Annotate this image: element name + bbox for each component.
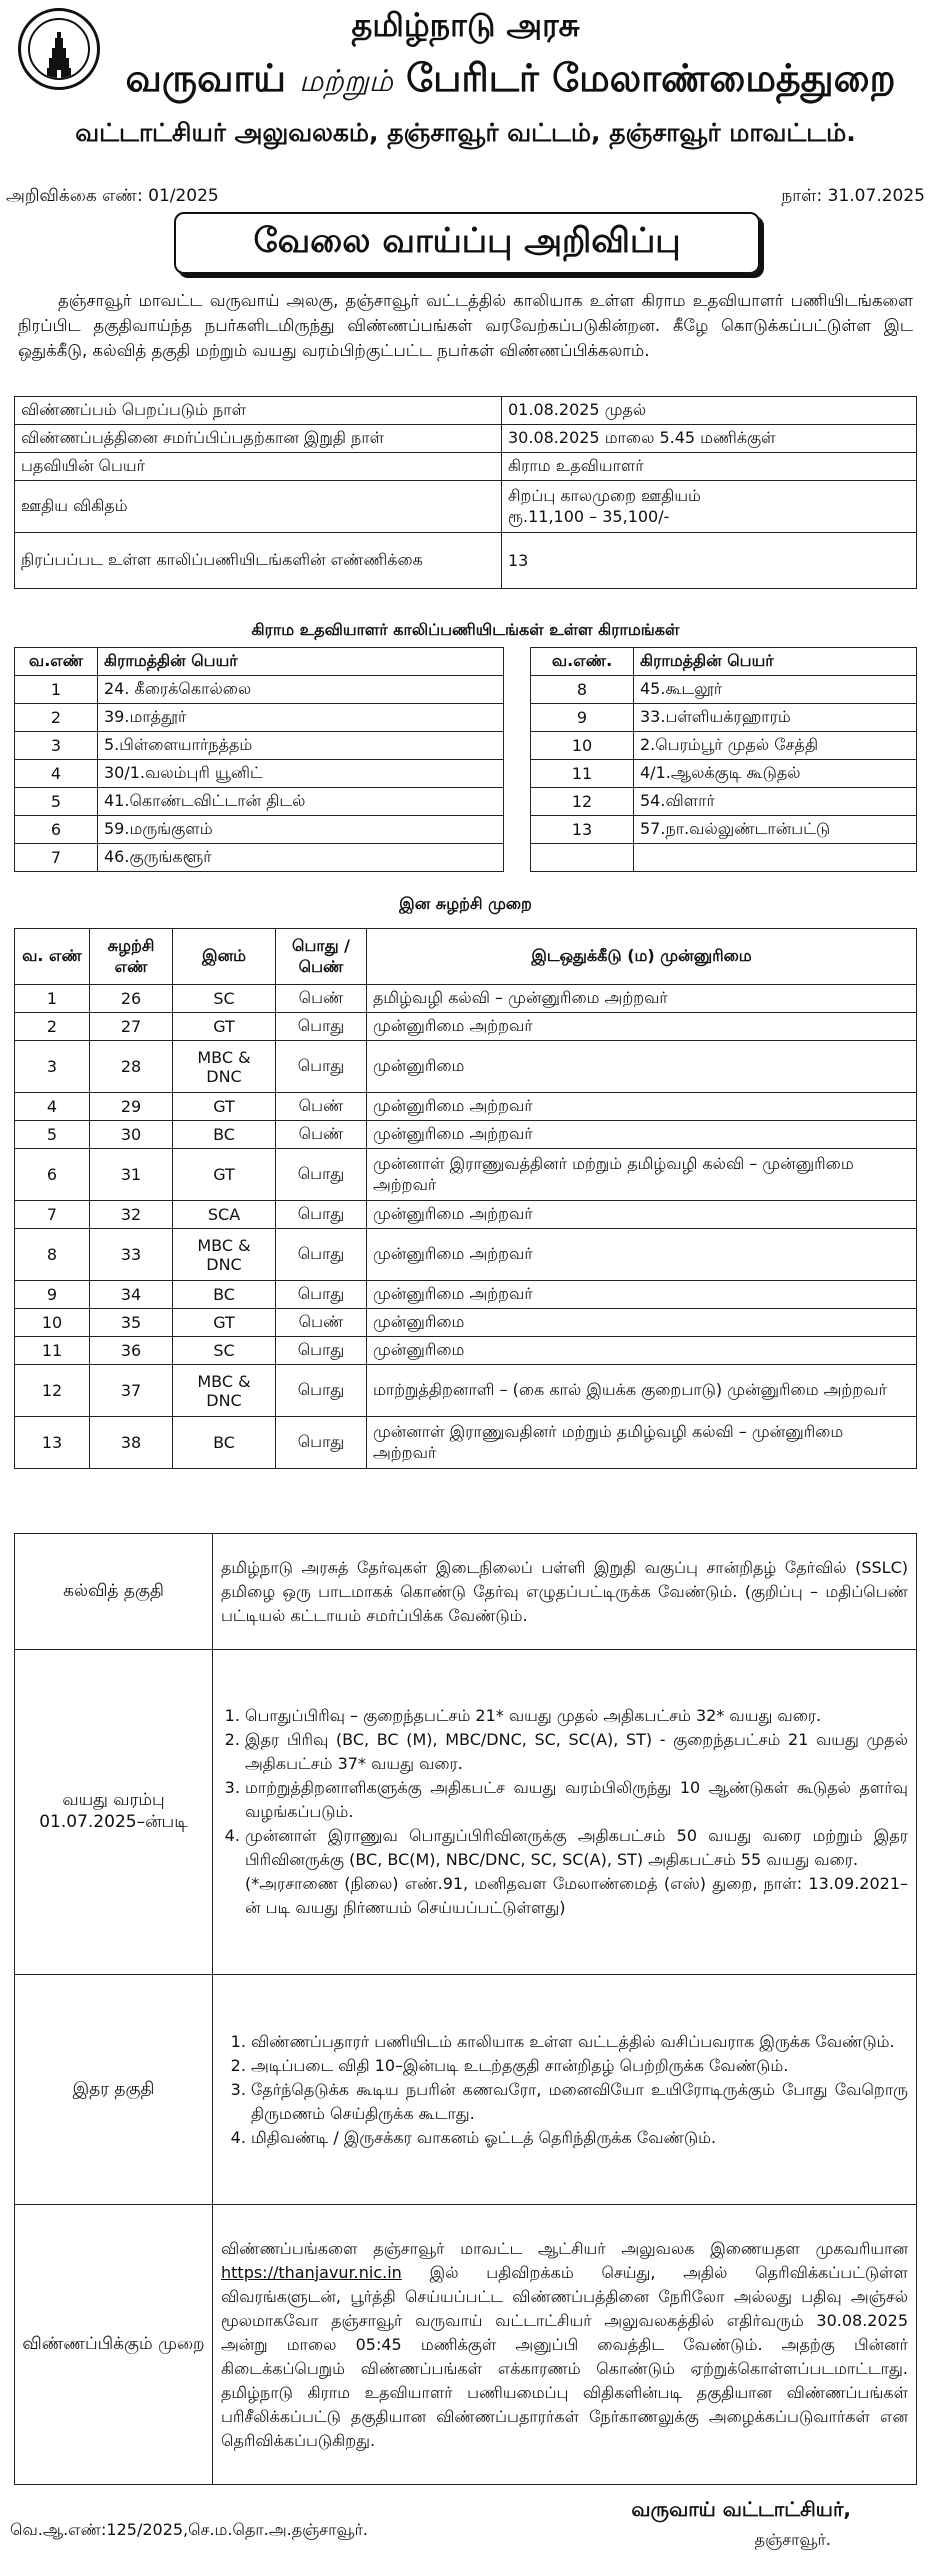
cell: 1 [15, 985, 90, 1013]
col-header: கிராமத்தின் பெயர் [98, 648, 504, 676]
cell: MBC & DNC [173, 1365, 276, 1417]
cell: பொது [276, 1337, 367, 1365]
cell: GT [173, 1093, 276, 1121]
list-item: 4. முன்னாள் இராணுவ பொதுப்பிரிவினருக்கு அதிகபட்சம் 50 வயது வரை மற்றும் இதர பிரிவினருக்கு (BC, BC(M), NBC/DNC, SC, SC(A), ST) அதிகபட்சம் 55 வயது வரை. [245, 1824, 908, 1872]
cell: BC [173, 1281, 276, 1309]
table-row [15, 1229, 917, 1281]
cell [531, 844, 634, 872]
cell: 9 [15, 1281, 90, 1309]
cell: 1 [15, 676, 98, 704]
list-item: 4. மிதிவண்டி / இருசக்கர வாகனம் ஓட்டத் தெரிந்திருக்க வேண்டும். [251, 2126, 908, 2150]
detail-value [502, 481, 917, 533]
cell: முன்னுரிமை [367, 1041, 917, 1093]
cell: 11 [15, 1337, 90, 1365]
cell: பொது [276, 1149, 367, 1201]
cell: 3 [15, 732, 98, 760]
cell: முன்னுரிமை அற்றவர் [367, 1201, 917, 1229]
cell: தமிழ்வழி கல்வி – முன்னுரிமை அற்றவர் [367, 985, 917, 1013]
cell: SC [173, 985, 276, 1013]
list-item: 1. விண்ணப்பதாரர் பணியிடம் காலியாக உள்ள வட்டத்தில் வசிப்பவராக இருக்க வேண்டும். [251, 2030, 908, 2054]
villages-caption: கிராம உதவியாளர் காலிப்பணியிடங்கள் உள்ள கிராமங்கள் [251, 620, 680, 639]
cell: முன்னுரிமை [367, 1337, 917, 1365]
cell: 30 [90, 1121, 173, 1149]
detail-label: ஊதிய விகிதம் [15, 481, 502, 533]
detail-label: நிரப்பப்பட உள்ள காலிப்பணியிடங்களின் எண்ணிக்கை [15, 533, 502, 589]
age-note: (*அரசாணை (நிலை) எண்.91, மனிதவள மேலாண்மைத் (எஸ்) துறை, நாள்: 13.09.2021–ன் படி வயது நிர்ணயம் செய்யப்பட்டுள்ளது) [245, 1874, 908, 1917]
cell: 2.பெரம்பூர் முதல் சேத்தி [634, 732, 917, 760]
table-row [15, 1534, 917, 1650]
notice-number: அறிவிக்கை எண்: 01/2025 [6, 186, 219, 206]
cell: 54.விளார் [634, 788, 917, 816]
dept-word-1: வருவாய் [125, 56, 286, 100]
cell: 37 [90, 1365, 173, 1417]
criteria-table [14, 1533, 917, 2485]
col-header: சுழற்சி எண் [90, 929, 173, 985]
table-row [15, 1309, 917, 1337]
cell: 31 [90, 1149, 173, 1201]
table-header-row [15, 648, 917, 676]
rotation-caption: இன சுழற்சி முறை [399, 894, 532, 913]
table-row [15, 1365, 917, 1417]
header-line-1: தமிழ்நாடு அரசு [351, 6, 580, 44]
cell: மாற்றுத்திறனாளி – (கை கால் இயக்க குறைபாடு) முன்னுரிமை அற்றவர் [367, 1365, 917, 1417]
table-row [15, 2205, 917, 2485]
table-row [15, 1337, 917, 1365]
age-rules [213, 1650, 917, 1975]
list-item: 3. மாற்றுத்திறனாளிகளுக்கு அதிகபட்ச வயது வரம்பிலிருந்து 10 ஆண்டுகள் கூடுதல் தளர்வு வழங்கப்படும். [245, 1776, 908, 1824]
cell: முன்னுரிமை அற்றவர் [367, 1013, 917, 1041]
cell: பெண் [276, 1309, 367, 1337]
cell: 5 [15, 1121, 90, 1149]
table-row [15, 1281, 917, 1309]
cell: 10 [531, 732, 634, 760]
cell: 45.கூடலூர் [634, 676, 917, 704]
pay-scale-range: ரூ.11,100 – 35,100/- [508, 506, 670, 526]
cell: பொது [276, 1201, 367, 1229]
table-row [15, 453, 917, 481]
edu-label: கல்வித் தகுதி [15, 1534, 213, 1650]
table-row [15, 1975, 917, 2205]
table-row [15, 788, 917, 816]
cell: 10 [15, 1309, 90, 1337]
cell: GT [173, 1309, 276, 1337]
cell: BC [173, 1417, 276, 1469]
cell: 6 [15, 816, 98, 844]
table-row [15, 1093, 917, 1121]
table-row [15, 1013, 917, 1041]
cell: 7 [15, 1201, 90, 1229]
table-row [15, 985, 917, 1013]
cell: பெண் [276, 1093, 367, 1121]
cell: 41.கொண்டவிட்டான் திடல் [98, 788, 504, 816]
cell: 5.பிள்ளையார்நத்தம் [98, 732, 504, 760]
pay-scale-type: சிறப்பு காலமுறை ஊதியம் [508, 485, 701, 505]
table-row [15, 1417, 917, 1469]
cell: 9 [531, 704, 634, 732]
detail-value: 01.08.2025 முதல் [502, 397, 917, 425]
col-header: கிராமத்தின் பெயர் [634, 648, 917, 676]
cell: 38 [90, 1417, 173, 1469]
cell: 30/1.வலம்புரி யூனிட் [98, 760, 504, 788]
cell: 11 [531, 760, 634, 788]
cell: 6 [15, 1149, 90, 1201]
cell: முன்னுரிமை அற்றவர் [367, 1093, 917, 1121]
cell: 4 [15, 1093, 90, 1121]
cell: முன்னுரிமை அற்றவர் [367, 1281, 917, 1309]
cell: 5 [15, 788, 98, 816]
cell: 13 [15, 1417, 90, 1469]
other-label: இதர தகுதி [15, 1975, 213, 2205]
cell: MBC & DNC [173, 1041, 276, 1093]
cell: GT [173, 1013, 276, 1041]
detail-value: 13 [502, 533, 917, 589]
table-header-row [15, 929, 917, 985]
reference-number: வெ.ஆ.எண்:125/2025,செ.ம.தொ.அ.தஞ்சாவூர். [10, 2520, 369, 2539]
cell: GT [173, 1149, 276, 1201]
cell: SC [173, 1337, 276, 1365]
table-row [15, 1650, 917, 1975]
table-row [15, 676, 917, 704]
cell: பொது [276, 1281, 367, 1309]
cell: 36 [90, 1337, 173, 1365]
cell: 46.குருங்களூர் [98, 844, 504, 872]
cell: 2 [15, 1013, 90, 1041]
cell: 8 [531, 676, 634, 704]
cell: முன்னாள் இராணுவதினர் மற்றும் தமிழ்வழி கல்வி – முன்னுரிமை அற்றவர் [367, 1417, 917, 1469]
cell: 7 [15, 844, 98, 872]
cell [634, 844, 917, 872]
table-row [15, 1149, 917, 1201]
cell: 33.பள்ளியக்ரஹாரம் [634, 704, 917, 732]
cell: 8 [15, 1229, 90, 1281]
col-header: பொது / பெண் [276, 929, 367, 985]
list-item: 3. தேர்ந்தெடுக்க கூடிய நபரின் கணவரோ, மனைவியோ உயிரோடிருக்கும் போது வேறொரு திருமணம் செய்திருக்க கூடாது. [251, 2078, 908, 2126]
detail-label: பதவியின் பெயர் [15, 453, 502, 481]
table-row [15, 481, 917, 533]
cell: 59.மருங்குளம் [98, 816, 504, 844]
dept-word-and: மற்றும் [299, 64, 393, 99]
office-address: வட்டாட்சியர் அலுவலகம், தஞ்சாவூர் வட்டம், தஞ்சாவூர் மாவட்டம். [75, 118, 856, 147]
table-row [15, 816, 917, 844]
rotation-table [14, 928, 917, 1469]
detail-label: விண்ணப்பத்தினை சமர்ப்பிப்பதற்கான இறுதி நாள் [15, 425, 502, 453]
table-row [15, 425, 917, 453]
age-label-line: 01.07.2025–ன்படி [39, 1812, 188, 1832]
cell: 2 [15, 704, 98, 732]
signatory-title: வருவாய் வட்டாட்சியர், [631, 2497, 851, 2521]
table-row [15, 1041, 917, 1093]
header [14, 0, 917, 170]
list-item: 2. இதர பிரிவு (BC, BC (M), MBC/DNC, SC, SC(A), ST) - குறைந்தபட்சம் 21 வயது முதல் அதிகபட்சம் 37* வயது வரை. [245, 1728, 908, 1776]
dept-word-2: பேரிடர் மேலாண்மைத்துறை [406, 56, 896, 100]
apply-text-part: விண்ணப்பங்களை தஞ்சாவூர் மாவட்ட ஆட்சியர் அலுவலக இணையதள முகவரியான [221, 2238, 908, 2258]
detail-value: கிராம உதவியாளர் [502, 453, 917, 481]
department-name [104, 56, 917, 106]
cell: முன்னுரிமை [367, 1309, 917, 1337]
detail-label: விண்ணப்பம் பெறப்படும் நாள் [15, 397, 502, 425]
col-header: வ. எண் [15, 929, 90, 985]
cell: 29 [90, 1093, 173, 1121]
cell: முன்னாள் இராணுவத்தினர் மற்றும் தமிழ்வழி கல்வி – முன்னுரிமை அற்றவர் [367, 1149, 917, 1201]
intro-paragraph: தஞ்சாவூர் மாவட்ட வருவாய் அலகு, தஞ்சாவூர் வட்டத்தில் காலியாக உள்ள கிராம உதவியாளர் பணியிடங்களை நிரப்பிட தகுதிவாய்ந்த நபர்களிடமிருந்து விண்ணப்பங்கள் வரவேற்கப்படுகின்றன. கீழே கொடுக்கப்பட்டுள்ள இட ஒதுக்கீடு, கல்வித் தகுதி மற்றும் வயது வரம்பிற்குட்பட்ட நபர்கள் விண்ணப்பிக்கலாம். [18, 291, 913, 360]
cell: 24. கீரைக்கொல்லை [98, 676, 504, 704]
cell: 13 [531, 816, 634, 844]
cell: BC [173, 1121, 276, 1149]
col-header: வ.எண் [15, 648, 98, 676]
cell: முன்னுரிமை அற்றவர் [367, 1121, 917, 1149]
cell: பொது [276, 1229, 367, 1281]
cell: 39.மாத்தூர் [98, 704, 504, 732]
table-row [15, 844, 917, 872]
cell: 28 [90, 1041, 173, 1093]
cell: பொது [276, 1417, 367, 1469]
table-row [15, 732, 917, 760]
age-label-line: வயது வரம்பு [62, 1790, 165, 1810]
detail-value: 30.08.2025 மாலை 5.45 மணிக்குள் [502, 425, 917, 453]
cell: முன்னுரிமை அற்றவர் [367, 1229, 917, 1281]
col-header: இனம் [173, 929, 276, 985]
notice-banner: வேலை வாய்ப்பு அறிவிப்பு [174, 212, 760, 274]
notice-date: நாள்: 31.07.2025 [781, 186, 925, 206]
cell: 4 [15, 760, 98, 788]
cell: 57.நா.வல்லுண்டான்பட்டு [634, 816, 917, 844]
table-row [15, 760, 917, 788]
cell: 34 [90, 1281, 173, 1309]
cell: MBC & DNC [173, 1229, 276, 1281]
cell: 12 [15, 1365, 90, 1417]
table-row [15, 397, 917, 425]
cell: 3 [15, 1041, 90, 1093]
cell: பெண் [276, 1121, 367, 1149]
table-row [15, 1121, 917, 1149]
list-item: 2. அடிப்படை விதி 10–இன்படி உடற்தகுதி சான்றிதழ் பெற்றிருக்க வேண்டும். [251, 2054, 908, 2078]
apply-text [213, 2205, 917, 2485]
cell: 33 [90, 1229, 173, 1281]
rotation-rows [15, 985, 917, 1469]
other-rules [213, 1975, 917, 2205]
col-header: இடஒதுக்கீடு (ம) முன்னுரிமை [367, 929, 917, 985]
cell: SCA [173, 1201, 276, 1229]
edu-text: தமிழ்நாடு அரசுத் தேர்வுகள் இடைநிலைப் பள்ளி இறுதி வகுப்பு சான்றிதழ் தேர்வில் (SSLC) தமிழை ஒரு பாடமாகக் கொண்டு தேர்வு எழுதப்பட்டிருக்க வேண்டும். (குறிப்பு – மதிப்பெண் பட்டியல் கட்டாயம் சமர்ப்பிக்க வேண்டும். [213, 1534, 917, 1650]
table-row [15, 1201, 917, 1229]
cell: 26 [90, 985, 173, 1013]
cell: 35 [90, 1309, 173, 1337]
cell: 4/1.ஆலக்குடி கூடுதல் [634, 760, 917, 788]
list-item: 1. பொதுப்பிரிவு – குறைந்தபட்சம் 21* வயது முதல் அதிகபட்சம் 32* வயது வரை. [245, 1704, 908, 1728]
col-header: வ.எண். [531, 648, 634, 676]
cell: பொது [276, 1365, 367, 1417]
cell: பொது [276, 1013, 367, 1041]
cell: பொது [276, 1041, 367, 1093]
age-label [15, 1650, 213, 1975]
villages-table [14, 647, 917, 872]
district-website-link[interactable]: https://thanjavur.nic.in [221, 2262, 402, 2282]
table-row [15, 533, 917, 589]
apply-label: விண்ணப்பிக்கும் முறை [15, 2205, 213, 2485]
signatory-place: தஞ்சாவூர். [754, 2530, 831, 2549]
cell: பெண் [276, 985, 367, 1013]
apply-text-part: இல் பதிவிறக்கம் செய்து, அதில் தெரிவிக்கப்பட்டுள்ள விவரங்களுடன், பூர்த்தி செய்யப்பட்ட விண்ணப்பத்தினை நேரிலோ அல்லது பதிவு அஞ்சல் மூலமாகவோ தஞ்சாவூர் வருவாய் வட்டாட்சியர் அலுவலகத்தில் எதிர்வரும் 30.08.2025 அன்று மாலை 05:45 மணிக்குள் அனுப்பி வைத்திட வேண்டும். அதற்கு பின்னர் கிடைக்கப்பெறும் விண்ணப்பங்கள் எக்காரணம் கொண்டும் ஏற்றுக்கொள்ளப்படமாட்டாது. தமிழ்நாடு கிராம உதவியாளர் பணியமைப்பு விதிகளின்படி தகுதியான விண்ணப்பங்கள் பரிசீலிக்கப்பட்டு தகுதியான விண்ணப்பதாரர்கள் நேர்காணலுக்கு அழைக்கப்படுவார்கள் என தெரிவிக்கப்படுகிறது. [221, 2262, 908, 2450]
details-table [14, 396, 917, 589]
cell: 27 [90, 1013, 173, 1041]
cell: 12 [531, 788, 634, 816]
cell: 32 [90, 1201, 173, 1229]
table-row [15, 704, 917, 732]
